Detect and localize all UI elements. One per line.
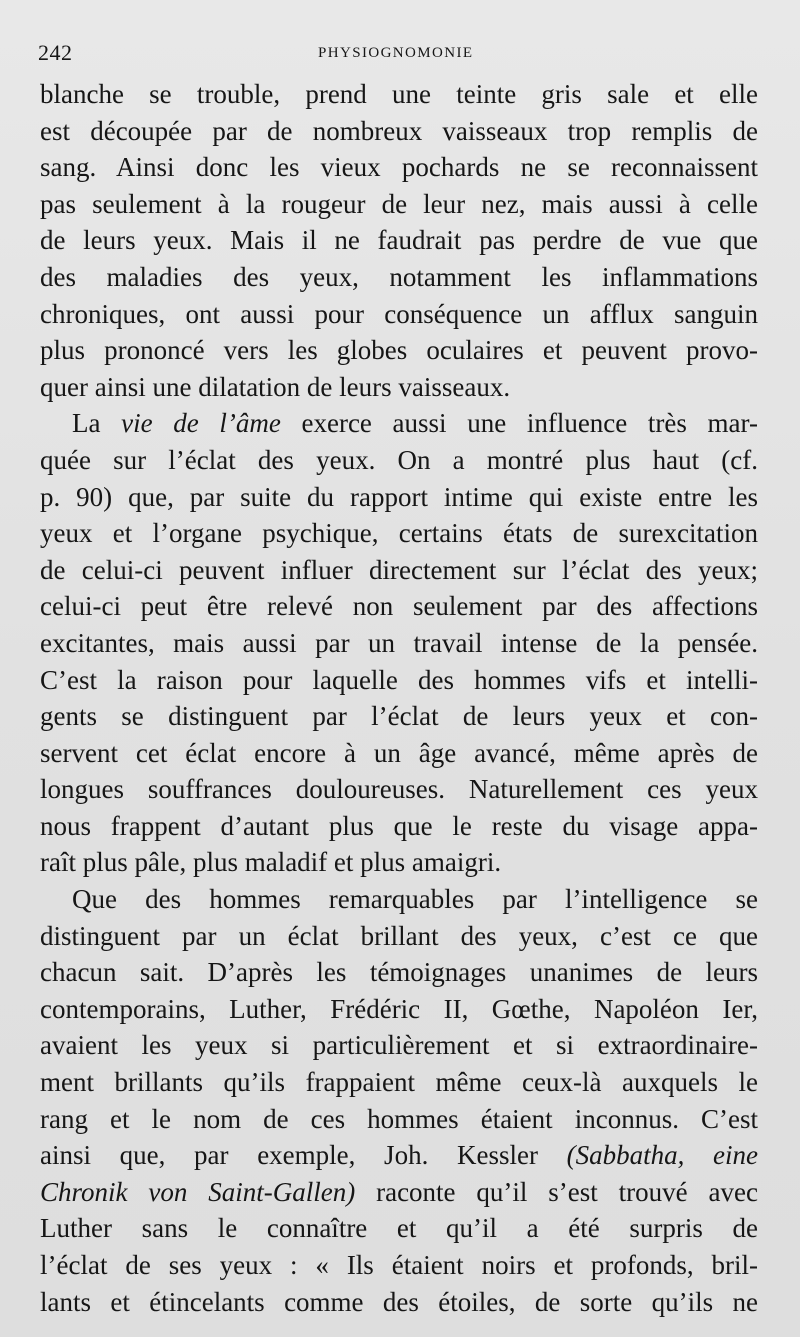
text-line — [40, 405, 758, 442]
italic-phrase: Chronik von Saint-Gallen) — [40, 1176, 356, 1207]
text-line: celui-ci peut être relevé non seulement par des affections — [40, 591, 758, 622]
text-line: raît plus pâle, plus maladif et plus amaigri. — [40, 847, 502, 878]
text-line: contemporains, Luther, Frédéric II, Gœthe, Napoléon Ier, — [40, 993, 758, 1024]
text-line: chacun sait. D’après les témoignages unanimes de leurs — [40, 957, 758, 988]
text-line: plus prononcé vers les globes oculaires et peuvent provo- — [40, 335, 758, 366]
text-segment: La — [72, 408, 122, 439]
running-title: PHYSIOGNOMONIE — [318, 45, 474, 61]
text-line: des maladies des yeux, notamment les inflammations — [40, 261, 758, 292]
text-line: blanche se trouble, prend une teinte gris sale et elle — [40, 79, 758, 109]
text-line: p. 90) que, par suite du rapport intime qui existe entre les — [40, 481, 758, 512]
text-line: quée sur l’éclat des yeux. On a montré plus haut (cf. — [40, 444, 758, 475]
text-line: avaient les yeux si particulièrement et si extraordinaire- — [40, 1030, 758, 1061]
text-line — [40, 1174, 758, 1211]
text-line: ment brillants qu’ils frappaient même ceux-là auxquels le — [40, 1067, 758, 1098]
text-line: Luther sans le connaître et qu’il a été surpris de — [40, 1213, 758, 1244]
text-line: lants et étincelants comme des étoiles, de sorte qu’ils ne — [40, 1286, 758, 1317]
text-line — [40, 1137, 758, 1174]
text-line: rang et le nom de ces hommes étaient inconnus. C’est — [40, 1103, 758, 1134]
text-line: Que des hommes remarquables par l’intelligence se — [72, 884, 758, 915]
text-segment: raconte qu’il s’est trouvé avec — [355, 1176, 758, 1207]
body-text — [40, 76, 758, 1320]
text-line: servent cet éclat encore à un âge avancé, même après de — [40, 737, 758, 768]
text-segment: ainsi que, par exemple, Joh. Kessler — [40, 1140, 567, 1171]
text-line: longues souffrances douloureuses. Naturellement ces yeux — [40, 774, 758, 805]
italic-phrase: (Sabbatha, eine — [566, 1140, 758, 1171]
text-line: est découpée par de nombreux vaisseaux trop remplis de — [40, 115, 758, 146]
text-line: excitantes, mais aussi par un travail intense de la pensée. — [40, 627, 758, 658]
text-line: nous frappent d’autant plus que le reste du visage appa- — [40, 810, 758, 841]
text-line: gents se distinguent par l’éclat de leurs yeux et con- — [40, 701, 758, 732]
text-segment: exerce aussi une influence très mar- — [280, 408, 758, 439]
page-number: 242 — [38, 40, 73, 65]
text-line: pas seulement à la rougeur de leur nez, mais aussi à celle — [40, 188, 758, 219]
text-line: quer ainsi une dilatation de leurs vaisseaux. — [40, 371, 511, 402]
text-line: yeux et l’organe psychique, certains états de surexcitation — [40, 518, 758, 549]
text-line: l’éclat de ses yeux : « Ils étaient noirs et profonds, bril- — [40, 1250, 758, 1280]
text-line: C’est la raison pour laquelle des hommes vifs et intelli- — [40, 664, 758, 695]
text-line: de leurs yeux. Mais il ne faudrait pas perdre de vue que — [40, 225, 758, 256]
text-line: chroniques, ont aussi pour conséquence un afflux sanguin — [40, 298, 758, 329]
text-line: de celui-ci peuvent influer directement sur l’éclat des yeux; — [40, 554, 758, 585]
text-line: distinguent par un éclat brillant des yeux, c’est ce que — [40, 920, 758, 951]
italic-phrase: vie de l’âme — [121, 408, 281, 439]
text-line: sang. Ainsi donc les vieux pochards ne se reconnaissent — [40, 152, 758, 183]
page-header — [0, 38, 800, 68]
